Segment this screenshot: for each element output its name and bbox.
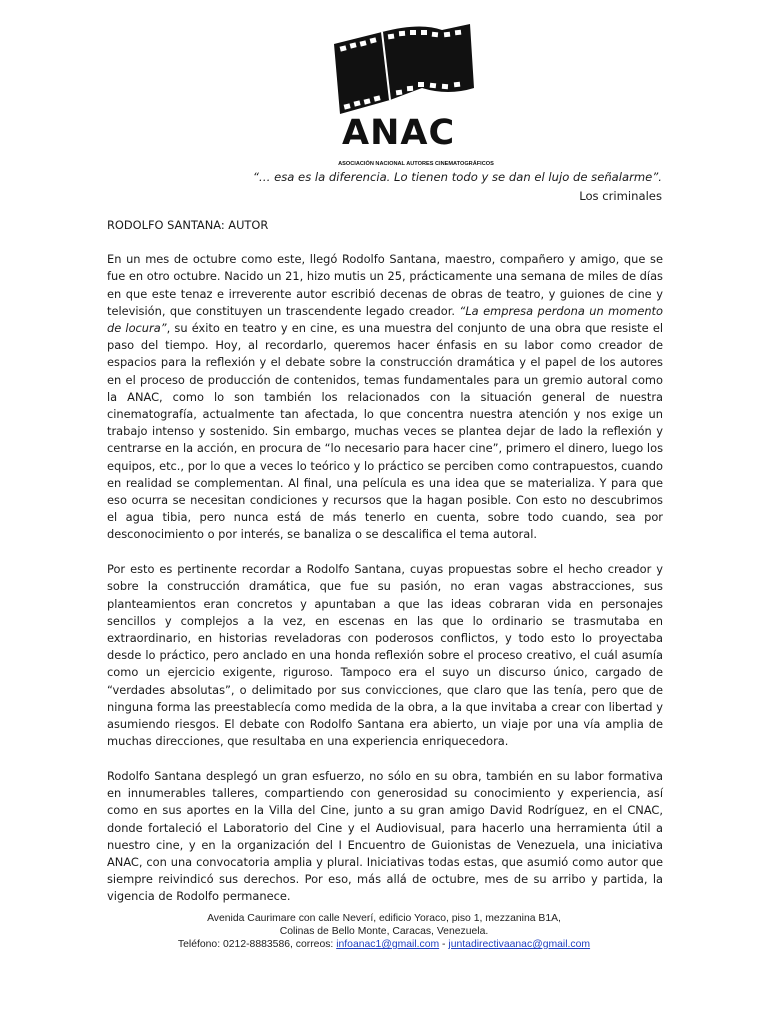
footer-address-line-2: Colinas de Bello Monte, Caracas, Venezuela. — [279, 926, 489, 937]
footer-contact-line — [0, 938, 768, 951]
epigraph-source: Los criminales — [579, 189, 662, 203]
logo-wordmark: ANAC — [342, 113, 456, 153]
email-link-junta[interactable]: juntadirectivaanac@gmail.com — [448, 939, 591, 950]
play-title: “La empresa perdona un momento de locura” — [107, 303, 663, 336]
paragraph-2: Por esto es pertinente recordar a Rodolfo Santana, cuyas propuestas sobre el hecho creador y sobre la construcción dramática, que fue su pasión, no eran vagas abstracciones, sus planteamientos eran concretos y apuntaban a que las ideas cobraran vida en personajes sencillos y complejos a la vez, en escenas en las que lo ordinario se trasmutaba en extraordinario, en historias reveladoras con poderosos conflictos, y todo esto lo proyectaba desde lo práctico, pero anclado en una honda reflexión sobre el proceso creativo, el cuál asumía como un ejercicio exigente, riguroso. Tampoco era el suyo un discurso único, cargado de “verdades absolutas”, o delimitado por sus convicciones, que claro que las tenía, pero que de ninguna forma las preestablecía como medida de la obra, a la que invitaba a crear con libertad y asumiendo riesgos. El debate con Rodolfo Santana era abierto, un viaje por una vía amplia de muchas direcciones, que resultaba en una experiencia enriquecedora. — [107, 562, 663, 749]
epigraph — [253, 168, 662, 206]
film-strip-icon — [330, 22, 476, 118]
footer-phone: Teléfono: 0212-8883586, correos: — [177, 939, 337, 950]
article-title: RODOLFO SANTANA: AUTOR — [107, 218, 269, 232]
logo-subtitle: ASOCIACIÓN NACIONAL AUTORES CINEMATOGRÁFICOS — [338, 161, 494, 167]
epigraph-quote: “… esa es la diferencia. Lo tienen todo y se dan el lujo de señalarme”. — [252, 170, 662, 184]
email-link-info[interactable]: infoanac1@gmail.com — [336, 939, 440, 950]
paragraph-1-end: , su éxito en teatro y en cine, es una muestra del conjunto de una obra que resiste el paso del tiempo. Hoy, al recordarlo, queremos hacer énfasis en su labor como creador de espacios para la reflexión y el debate sobre la construcción dramática y el papel de los autores en el proceso de producción de contenidos, temas fundamentales para un gremio autoral como la ANAC, como lo son también los relacionados con la situación general de nuestra cinematografía, actualmente tan afectada, lo que concentra nuestra atención y nos exige un trabajo intenso y sostenido. Sin embargo, muchas veces se plantea dejar de lado la reflexión y centrarse en la acción, en procura de “lo necesario para hacer cine”, primero el dinero, luego los equipos, etc., por lo que a veces lo teórico y lo práctico se perciben como contrapuestos, cuando en realidad se complementan. Al final, una película es una idea que se materializa. Y para que eso ocurra se necesitan condiciones y recursos que la hagan posible. Con esto no descubrimos el agua tibia, pero nunca está de más tenerlo en cuenta, sobre todo cuando, sea por desconocimiento o por interés, se banaliza o se descalifica el tema autoral. — [107, 321, 663, 542]
footer-separator: - — [439, 939, 449, 950]
footer-address-line-1: Avenida Caurimare con calle Neverí, edificio Yoraco, piso 1, mezzanina B1A, — [207, 913, 561, 924]
anac-logo — [328, 22, 494, 167]
paragraph-1 — [107, 251, 663, 543]
footer — [0, 912, 768, 951]
paragraph-1-start: En un mes de octubre como este, llegó Rodolfo Santana, maestro, compañero y amigo, que se fue en otro octubre. Nacido un 21, hizo mutis un 25, prácticamente una semana de miles de días en que este tenaz e irreverente autor escribió decenas de obras de teatro, y guiones de cine y televisión, que constituyen un trascendente legado creador. — [107, 252, 663, 318]
article-body — [107, 217, 663, 923]
paragraph-3: Rodolfo Santana desplegó un gran esfuerzo, no sólo en su obra, también en su labor formativa en innumerables talleres, compartiendo con generosidad su conocimiento y experiencia, así como en sus aportes en la Villa del Cine, junto a su gran amigo David Rodríguez, en el CNAC, donde fortaleció el Laboratorio del Cine y el Audiovisual, para hacerlo una herramienta útil a nuestro cine, y en la organización del I Encuentro de Guionistas de Venezuela, una iniciativa ANAC, con una convocatoria amplia y plural. Iniciativas todas estas, que asumió como autor que siempre reivindicó sus derechos. Por eso, más allá de octubre, mes de su arribo y partida, la vigencia de Rodolfo permanece. — [107, 768, 663, 904]
